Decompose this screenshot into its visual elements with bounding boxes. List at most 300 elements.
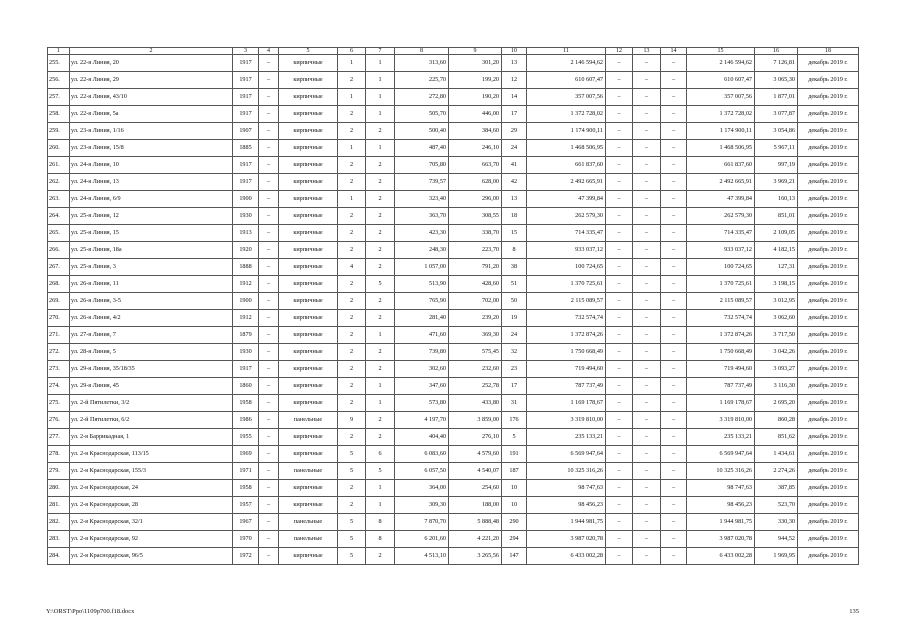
table-cell: 2 <box>366 429 395 446</box>
table-cell: 6 433 002,28 <box>687 548 755 565</box>
table-cell: 4 182,15 <box>755 242 798 259</box>
table-cell: – <box>259 106 279 123</box>
register-sheet <box>47 47 859 565</box>
table-cell: – <box>661 395 687 412</box>
table-cell: 2 <box>338 344 366 361</box>
table-cell: 1958 <box>233 395 259 412</box>
table-cell: панельные <box>279 412 338 429</box>
table-cell: 2 <box>338 310 366 327</box>
table-row <box>48 395 859 412</box>
table-cell: 41 <box>502 157 527 174</box>
table-cell: – <box>606 106 633 123</box>
table-cell: 1 372 728,02 <box>687 106 755 123</box>
table-cell: 100 724,65 <box>527 259 606 276</box>
table-cell: 1 969,95 <box>755 548 798 565</box>
table-cell: ул. 23-я Линия, 15/8 <box>70 140 233 157</box>
table-cell: – <box>259 429 279 446</box>
table-cell: – <box>633 157 661 174</box>
table-row <box>48 463 859 480</box>
table-row <box>48 310 859 327</box>
table-cell: 433,80 <box>449 395 502 412</box>
table-cell: – <box>661 259 687 276</box>
table-cell: 239,20 <box>449 310 502 327</box>
table-cell: 18 <box>502 208 527 225</box>
table-cell: 5 <box>338 548 366 565</box>
table-cell: 3 717,50 <box>755 327 798 344</box>
table-cell: – <box>606 276 633 293</box>
table-cell: – <box>259 55 279 72</box>
table-cell: 1 468 506,95 <box>527 140 606 157</box>
table-cell: 24 <box>502 327 527 344</box>
table-cell: 308,55 <box>449 208 502 225</box>
table-cell: декабрь 2019 г. <box>798 140 859 157</box>
table-row <box>48 123 859 140</box>
table-cell: декабрь 2019 г. <box>798 395 859 412</box>
table-cell: 719 494,60 <box>687 361 755 378</box>
table-cell: 3 042,26 <box>755 344 798 361</box>
table-cell: 7 126,81 <box>755 55 798 72</box>
table-cell: декабрь 2019 г. <box>798 548 859 565</box>
table-cell: 1917 <box>233 106 259 123</box>
table-row <box>48 293 859 310</box>
table-cell: – <box>606 480 633 497</box>
table-cell: 38 <box>502 259 527 276</box>
table-cell: 176 <box>502 412 527 429</box>
table-cell: 23 <box>502 361 527 378</box>
table-cell: 270. <box>48 310 70 327</box>
table-cell: 363,70 <box>395 208 449 225</box>
table-cell: 1917 <box>233 361 259 378</box>
table-cell: ул. 2-я Краснодарская, 28 <box>70 497 233 514</box>
table-cell: 1 370 725,61 <box>687 276 755 293</box>
table-cell: 264. <box>48 208 70 225</box>
table-cell: – <box>661 327 687 344</box>
column-number-cell: 14 <box>661 48 687 55</box>
table-cell: 1955 <box>233 429 259 446</box>
table-cell: ул. 2-й Пятилетки, 3/2 <box>70 395 233 412</box>
table-cell: 147 <box>502 548 527 565</box>
table-cell: декабрь 2019 г. <box>798 259 859 276</box>
table-cell: декабрь 2019 г. <box>798 191 859 208</box>
table-cell: 1912 <box>233 276 259 293</box>
table-cell: 273. <box>48 361 70 378</box>
table-cell: – <box>606 531 633 548</box>
table-row <box>48 259 859 276</box>
table-cell: – <box>606 123 633 140</box>
table-cell: декабрь 2019 г. <box>798 344 859 361</box>
table-cell: 283. <box>48 531 70 548</box>
table-cell: 191 <box>502 446 527 463</box>
table-cell: – <box>661 225 687 242</box>
table-cell: – <box>633 55 661 72</box>
table-cell: 51 <box>502 276 527 293</box>
table-cell: – <box>633 344 661 361</box>
table-cell: 357 007,56 <box>687 89 755 106</box>
table-cell: 428,60 <box>449 276 502 293</box>
table-cell: 739,57 <box>395 174 449 191</box>
table-row <box>48 106 859 123</box>
table-cell: 1 <box>366 480 395 497</box>
table-row <box>48 89 859 106</box>
table-cell: 3 012,95 <box>755 293 798 310</box>
table-cell: 267. <box>48 259 70 276</box>
table-cell: 281. <box>48 497 70 514</box>
table-cell: 256. <box>48 72 70 89</box>
table-cell: 1930 <box>233 344 259 361</box>
table-cell: декабрь 2019 г. <box>798 55 859 72</box>
table-cell: декабрь 2019 г. <box>798 123 859 140</box>
table-row <box>48 497 859 514</box>
table-cell: – <box>259 446 279 463</box>
table-cell: 4 197,70 <box>395 412 449 429</box>
table-cell: кирпичные <box>279 89 338 106</box>
table-cell: 705,80 <box>395 157 449 174</box>
table-cell: ул. 25-я Линия, 3 <box>70 259 233 276</box>
table-cell: 188,00 <box>449 497 502 514</box>
table-cell: 1 057,00 <box>395 259 449 276</box>
table-cell: кирпичные <box>279 276 338 293</box>
table-cell: 714 335,47 <box>687 225 755 242</box>
table-cell: 279. <box>48 463 70 480</box>
table-cell: – <box>606 344 633 361</box>
table-cell: декабрь 2019 г. <box>798 225 859 242</box>
table-cell: 42 <box>502 174 527 191</box>
table-cell: 3 054,86 <box>755 123 798 140</box>
table-cell: 29 <box>502 123 527 140</box>
table-cell: 6 057,50 <box>395 463 449 480</box>
table-cell: декабрь 2019 г. <box>798 310 859 327</box>
table-cell: – <box>606 446 633 463</box>
table-cell: 323,40 <box>395 191 449 208</box>
table-cell: 610 607,47 <box>687 72 755 89</box>
table-cell: 3 077,87 <box>755 106 798 123</box>
table-cell: 277. <box>48 429 70 446</box>
table-cell: 47 399,84 <box>687 191 755 208</box>
table-cell: 98 747,63 <box>527 480 606 497</box>
table-cell: 235 133,21 <box>527 429 606 446</box>
table-cell: 294 <box>502 531 527 548</box>
table-cell: 235 133,21 <box>687 429 755 446</box>
table-cell: декабрь 2019 г. <box>798 174 859 191</box>
table-cell: 2 <box>366 242 395 259</box>
table-cell: 160,13 <box>755 191 798 208</box>
table-cell: 2 <box>338 361 366 378</box>
table-cell: – <box>633 174 661 191</box>
table-cell: – <box>633 225 661 242</box>
table-cell: 1 370 725,61 <box>527 276 606 293</box>
table-cell: кирпичные <box>279 174 338 191</box>
table-cell: ул. 2-я Краснодарская, 24 <box>70 480 233 497</box>
table-cell: – <box>259 344 279 361</box>
table-cell: 2 146 594,62 <box>527 55 606 72</box>
table-cell: 13 <box>502 191 527 208</box>
table-row <box>48 225 859 242</box>
table-cell: 280. <box>48 480 70 497</box>
table-cell: 364,00 <box>395 480 449 497</box>
table-cell: ул. 22-я Линия, 43/10 <box>70 89 233 106</box>
table-cell: – <box>661 429 687 446</box>
table-cell: 1 <box>366 106 395 123</box>
table-cell: 278. <box>48 446 70 463</box>
table-cell: – <box>259 72 279 89</box>
table-row <box>48 55 859 72</box>
table-cell: 248,30 <box>395 242 449 259</box>
table-cell: декабрь 2019 г. <box>798 293 859 310</box>
table-cell: 5 888,48 <box>449 514 502 531</box>
table-cell: – <box>661 412 687 429</box>
table-cell: 2 <box>338 123 366 140</box>
table-cell: 1 <box>338 191 366 208</box>
table-cell: 9 <box>338 412 366 429</box>
table-cell: декабрь 2019 г. <box>798 429 859 446</box>
table-cell: панельные <box>279 514 338 531</box>
table-cell: 6 433 002,28 <box>527 548 606 565</box>
table-cell: декабрь 2019 г. <box>798 242 859 259</box>
table-cell: 2 146 594,62 <box>687 55 755 72</box>
table-cell: декабрь 2019 г. <box>798 208 859 225</box>
table-cell: 1 <box>366 72 395 89</box>
table-cell: 1 <box>338 140 366 157</box>
table-cell: 2 274,26 <box>755 463 798 480</box>
table-cell: 6 083,60 <box>395 446 449 463</box>
table-cell: кирпичные <box>279 259 338 276</box>
table-cell: 3 093,27 <box>755 361 798 378</box>
table-cell: ул. 26-я Линия, 11 <box>70 276 233 293</box>
table-cell: 1912 <box>233 310 259 327</box>
table-cell: – <box>259 361 279 378</box>
table-cell: 187 <box>502 463 527 480</box>
table-cell: – <box>606 548 633 565</box>
table-cell: 263. <box>48 191 70 208</box>
table-cell: 791,20 <box>449 259 502 276</box>
table-row <box>48 157 859 174</box>
table-cell: кирпичные <box>279 429 338 446</box>
table-cell: 513,90 <box>395 276 449 293</box>
table-cell: 2 <box>366 208 395 225</box>
table-cell: 4 579,60 <box>449 446 502 463</box>
table-row <box>48 276 859 293</box>
table-cell: – <box>661 480 687 497</box>
table-cell: 3 987 020,78 <box>527 531 606 548</box>
table-cell: 3 062,60 <box>755 310 798 327</box>
table-cell: – <box>606 191 633 208</box>
table-cell: 2 <box>338 378 366 395</box>
table-cell: 2 492 665,91 <box>527 174 606 191</box>
table-cell: 260. <box>48 140 70 157</box>
table-cell: панельные <box>279 531 338 548</box>
table-cell: – <box>259 514 279 531</box>
table-cell: ул. 26-я Линия, 4/2 <box>70 310 233 327</box>
table-cell: – <box>633 463 661 480</box>
table-cell: 276,10 <box>449 429 502 446</box>
table-cell: – <box>633 72 661 89</box>
table-cell: ул. 2-я Краснодарская, 92 <box>70 531 233 548</box>
column-number-cell: 9 <box>449 48 502 55</box>
table-cell: 387,85 <box>755 480 798 497</box>
table-cell: 1 <box>366 395 395 412</box>
table-cell: 127,31 <box>755 259 798 276</box>
table-cell: – <box>606 140 633 157</box>
table-cell: 1970 <box>233 531 259 548</box>
table-cell: 1917 <box>233 174 259 191</box>
table-cell: – <box>661 310 687 327</box>
table-cell: 259. <box>48 123 70 140</box>
table-cell: – <box>606 514 633 531</box>
table-cell: – <box>259 208 279 225</box>
table-cell: – <box>606 361 633 378</box>
table-cell: 12 <box>502 72 527 89</box>
table-cell: 225,70 <box>395 72 449 89</box>
table-cell: 3 265,56 <box>449 548 502 565</box>
table-cell: – <box>259 191 279 208</box>
table-cell: – <box>606 497 633 514</box>
table-cell: 1 169 178,67 <box>687 395 755 412</box>
table-cell: – <box>606 55 633 72</box>
table-cell: 505,70 <box>395 106 449 123</box>
table-cell: – <box>259 140 279 157</box>
table-row <box>48 72 859 89</box>
table-cell: кирпичные <box>279 225 338 242</box>
table-cell: – <box>259 293 279 310</box>
table-cell: 272,80 <box>395 89 449 106</box>
table-cell: ул. 25-я Линия, 15 <box>70 225 233 242</box>
table-cell: 1930 <box>233 208 259 225</box>
table-cell: кирпичные <box>279 242 338 259</box>
table-cell: 313,60 <box>395 55 449 72</box>
table-cell: ул. 29-я Линия, 45 <box>70 378 233 395</box>
table-cell: – <box>633 497 661 514</box>
table-cell: 1986 <box>233 412 259 429</box>
table-cell: декабрь 2019 г. <box>798 276 859 293</box>
table-cell: 3 859,00 <box>449 412 502 429</box>
table-cell: 275. <box>48 395 70 412</box>
column-number-cell: 11 <box>527 48 606 55</box>
table-cell: 2 <box>338 157 366 174</box>
table-cell: ул. 26-я Линия, 3-5 <box>70 293 233 310</box>
table-cell: – <box>661 378 687 395</box>
table-cell: 500,40 <box>395 123 449 140</box>
table-cell: кирпичные <box>279 140 338 157</box>
table-cell: 2 <box>366 344 395 361</box>
table-cell: кирпичные <box>279 548 338 565</box>
table-cell: 1958 <box>233 480 259 497</box>
table-cell: 98 456,23 <box>527 497 606 514</box>
column-number-cell: 16 <box>755 48 798 55</box>
table-cell: 2 109,05 <box>755 225 798 242</box>
table-cell: 190,20 <box>449 89 502 106</box>
table-cell: – <box>606 157 633 174</box>
table-cell: – <box>633 480 661 497</box>
table-cell: 3 116,30 <box>755 378 798 395</box>
table-cell: – <box>259 395 279 412</box>
table-cell: 663,70 <box>449 157 502 174</box>
table-cell: кирпичные <box>279 327 338 344</box>
table-cell: декабрь 2019 г. <box>798 89 859 106</box>
table-cell: 31 <box>502 395 527 412</box>
table-cell: 32 <box>502 344 527 361</box>
table-row <box>48 174 859 191</box>
table-cell: декабрь 2019 г. <box>798 361 859 378</box>
table-cell: 19 <box>502 310 527 327</box>
table-cell: 6 201,60 <box>395 531 449 548</box>
table-cell: – <box>661 140 687 157</box>
table-cell: 404,40 <box>395 429 449 446</box>
table-cell: декабрь 2019 г. <box>798 497 859 514</box>
table-cell: 575,45 <box>449 344 502 361</box>
table-cell: 338,70 <box>449 225 502 242</box>
table-cell: 471,60 <box>395 327 449 344</box>
table-cell: – <box>606 293 633 310</box>
table-cell: – <box>606 242 633 259</box>
table-cell: 423,30 <box>395 225 449 242</box>
table-cell: 4 540,07 <box>449 463 502 480</box>
table-cell: ул. 23-я Линия, 1/16 <box>70 123 233 140</box>
column-number-cell: 8 <box>395 48 449 55</box>
table-cell: – <box>606 89 633 106</box>
table-cell: – <box>606 174 633 191</box>
table-cell: 3 198,15 <box>755 276 798 293</box>
column-number-cell: 3 <box>233 48 259 55</box>
table-cell: 7 870,70 <box>395 514 449 531</box>
table-cell: ул. 29-я Линия, 35/18/35 <box>70 361 233 378</box>
table-cell: – <box>259 412 279 429</box>
table-cell: 4 221,20 <box>449 531 502 548</box>
table-cell: 1957 <box>233 497 259 514</box>
table-cell: – <box>259 531 279 548</box>
table-cell: – <box>661 293 687 310</box>
table-cell: 2 <box>366 310 395 327</box>
table-row <box>48 361 859 378</box>
column-number-cell: 18 <box>798 48 859 55</box>
table-cell: 6 569 947,64 <box>687 446 755 463</box>
table-cell: – <box>259 225 279 242</box>
table-cell: ул. 25-я Линия, 18а <box>70 242 233 259</box>
table-row <box>48 412 859 429</box>
table-cell: – <box>661 123 687 140</box>
table-cell: 714 335,47 <box>527 225 606 242</box>
table-cell: – <box>661 106 687 123</box>
table-cell: ул. 22-я Линия, 5а <box>70 106 233 123</box>
table-cell: – <box>633 191 661 208</box>
table-cell: – <box>259 123 279 140</box>
table-cell: – <box>661 497 687 514</box>
table-cell: 1 <box>366 140 395 157</box>
table-cell: 2 <box>338 208 366 225</box>
table-cell: 1 <box>366 327 395 344</box>
table-cell: 276. <box>48 412 70 429</box>
table-cell: кирпичные <box>279 378 338 395</box>
table-cell: декабрь 2019 г. <box>798 412 859 429</box>
table-cell: 5 <box>338 463 366 480</box>
table-cell: 5 <box>338 446 366 463</box>
table-cell: 1 434,61 <box>755 446 798 463</box>
table-cell: 272. <box>48 344 70 361</box>
table-cell: 2 <box>338 174 366 191</box>
table-cell: – <box>259 327 279 344</box>
page-number: 135 <box>849 608 859 615</box>
table-cell: 1 <box>366 89 395 106</box>
table-cell: 254,60 <box>449 480 502 497</box>
table-cell: 1900 <box>233 293 259 310</box>
table-cell: 301,20 <box>449 55 502 72</box>
table-cell: кирпичные <box>279 344 338 361</box>
table-cell: 5 967,11 <box>755 140 798 157</box>
table-cell: 266. <box>48 242 70 259</box>
table-cell: 50 <box>502 293 527 310</box>
table-cell: 2 <box>366 225 395 242</box>
table-cell: 2 695,20 <box>755 395 798 412</box>
table-cell: – <box>606 429 633 446</box>
